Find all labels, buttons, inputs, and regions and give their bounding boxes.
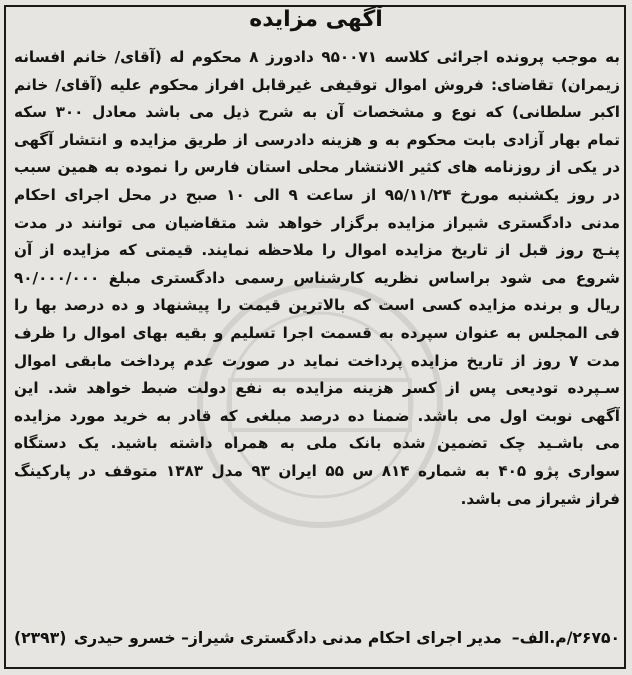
notice-line: تمام بهار آزادی بابت محکوم به و هزینه دادرسی از طریق مزایده و انتشار آگهی <box>14 130 620 149</box>
notice-line: سـپرده تودیعی پس از کسر هزینه مزایده به نفع دولت ضبط خواهد شد. این <box>14 379 620 398</box>
notice-body <box>14 44 620 513</box>
notice-line: به موجب پرونده اجرائی کلاسه ۹۵۰۰۷۱ دادورز ۸ محکوم له (آقای/ خانم افسانه <box>14 48 620 66</box>
notice-line: سواری پژو ۴۰۵ به شماره ۸۱۴ س ۵۵ ایران ۹۳ مدل ۱۳۸۳ متوقف در پارکینگ <box>14 461 620 480</box>
notice-line: می باشـید چک تضمین شده بانک ملی به همراه داشته باشید. یک دستگاه <box>14 434 620 453</box>
notice-line: زیمران) تقاضای: فروش اموال توقیفی غیرقابل افراز محکوم علیه (آقای/ خانم <box>14 75 620 94</box>
notice-line: پنـج روز قبل از تاریخ مزایده اموال را ملاحظه نمایند. قیمتی که مزایده از آن <box>14 241 620 260</box>
publication-code: (۲۳۹۳) <box>14 629 67 647</box>
reference-number: ۲۶۷۵۰/م.الف– <box>511 629 620 647</box>
notice-line: در یکی از روزنامه های کثیر الانتشار محلی استان فارس را نموده به همین سبب <box>14 158 620 177</box>
notice-line: در روز یکشنبه مورخ ۹۵/۱۱/۲۴ از ساعت ۹ الی ۱۰ صبح در محل اجرای احکام <box>14 185 620 204</box>
notice-line: مدنی دادگستری شیراز مزایده برگزار خواهد شد متقاضیان می توانند در مدت <box>14 213 620 232</box>
notice-line: شروع می شود براساس نظریه کارشناس رسمی دادگستری مبلغ ۹۰/۰۰۰/۰۰۰ <box>14 268 620 287</box>
notice-line: مدت ۷ روز از تاریخ مزایده پرداخت نماید در صورت عدم پرداخت مابقی اموال <box>14 351 620 370</box>
notice-footer <box>14 623 620 653</box>
notice-line: فراز شیراز می باشد. <box>460 489 620 508</box>
notice-line: ریال و برنده مزایده کسی است که بالاترین قیمت را پیشنهاد و ده درصد بها را <box>14 296 620 315</box>
notice-line: فی المجلس به عنوان سپرده به قسمت اجرا تسلیم و بقیه بهای اموال را ظرف <box>14 323 620 342</box>
signatory: مدیر اجرای احکام مدنی دادگستری شیراز– خسرو حیدری <box>73 629 502 647</box>
notice-line: آگهی نوبت اول می باشد. ضمنا ده درصد مبلغی که قادر به خرید مورد مزایده <box>14 406 620 425</box>
notice-title: آگهی مزایده <box>249 7 383 32</box>
notice-line: اکبر سلطانی) که نوع و مشخصات آن به شرح ذیل می باشد معادل ۳۰۰ سکه <box>14 103 620 122</box>
